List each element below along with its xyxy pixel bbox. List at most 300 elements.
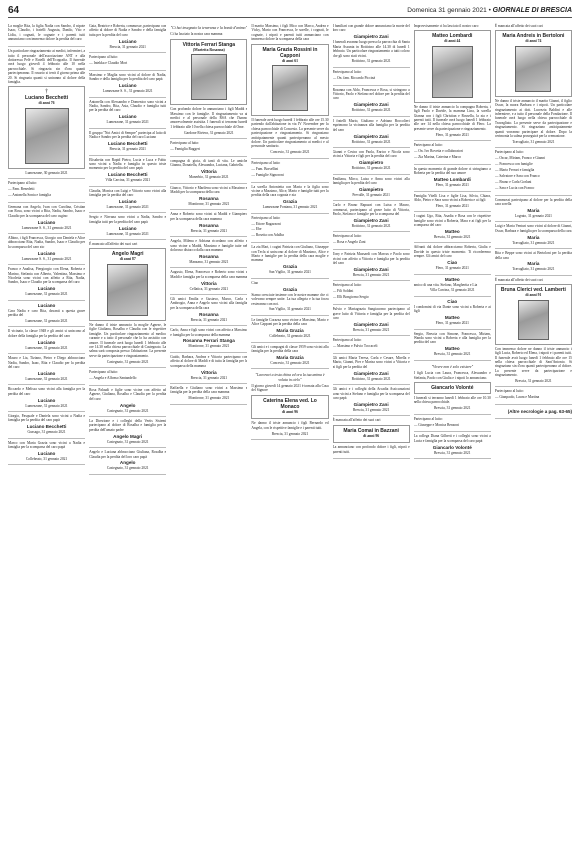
- deceased-name: Giampietro: [359, 160, 384, 166]
- notice-text: Partecipano al lutto:: [494, 389, 524, 394]
- participant-entry: — Angela e Alfonso Santandello: [89, 375, 137, 380]
- notice-text: Improvvisamente ci ha lasciato il nostro caro: [413, 24, 479, 28]
- participant-entry: — Bruno e Carla Gorlani: [494, 179, 532, 184]
- notice-text: Anna e Roberto sono vicini ai Maddi e Giampiero per la scomparsa della cara mamma: [170, 212, 248, 221]
- obituary-notice: [170, 353, 247, 384]
- deceased-age: di anni 87: [119, 257, 136, 262]
- notice-text: Gianco, Vittorio e Marilena sono vicini a Massimo e Maddi per la scomparsa della cara: [170, 185, 248, 195]
- place-date: Montirone, 31 gennaio 2021: [188, 202, 230, 206]
- epitaph-quote: "Vivere non è solo esistere": [431, 364, 474, 369]
- deceased-box: [8, 86, 85, 168]
- obituary-notice: [8, 22, 85, 47]
- deceased-name: Caterina Elena ved. Lo Monaco: [263, 397, 317, 410]
- obituary-notice: [251, 369, 328, 440]
- deceased-name: Bruna Clerici ved. Lamberti: [500, 287, 566, 294]
- place-date: Concesio, 31 gennaio 2021: [270, 150, 310, 155]
- notice-text: Carlo, Anna e figli sono vicini con affetto a Massimo e famiglia per la scomparsa della mamma: [170, 328, 248, 337]
- page-number: 64: [8, 5, 20, 16]
- deceased-name: Luciano Becchetti: [26, 424, 67, 430]
- notice-text: Partecipano al lutto:: [494, 150, 524, 155]
- participant-entry: — Famiglie Signoroni: [251, 172, 284, 177]
- deceased-age: (Marietta Rosanna): [192, 47, 225, 52]
- notice-text: Marco con Maria Grazia sono vicini a Nadia e famiglia per la scomparsa del caro papà: [8, 440, 86, 450]
- obituary-notice: [8, 301, 85, 328]
- notice-text: Siamo cresciute insieme con le nostre mamme che ci volevano sempre unite. La tua allegria e la tua forza resteranno con noi.: [251, 292, 329, 306]
- participant-entry: — Fili Soldini: [332, 289, 354, 294]
- deceased-box: [170, 39, 247, 105]
- obituary-notice: [333, 336, 410, 354]
- deceased-age: di anni 96: [281, 409, 299, 414]
- deceased-name: Giampietro Zani: [353, 321, 389, 327]
- obituary-notice: [333, 86, 410, 117]
- place-date: Travagliato, 31 gennaio 2021: [512, 267, 555, 272]
- deceased-age: di anni 61: [281, 58, 299, 63]
- place-date: Montirone, 31 gennaio 2021: [188, 396, 230, 401]
- deceased-name: Luciano: [37, 370, 56, 376]
- notice-text: Gli amici e i compagni di classe 1959 sono vicini alla famiglia per la perdita della cara: [251, 344, 329, 353]
- notice-text: Gli amici Maria Teresa, Carla e Cesare, Mirella e Mario, Gianni, Pier e Marisa sono vicini a Vittoria e ai figli per la perdita del: [332, 356, 410, 369]
- obituary-notice: [8, 439, 85, 466]
- notice-text: Partecipano al lutto:: [332, 234, 362, 239]
- participant-entry: — Zia Marina, Caterina e Marco: [413, 154, 462, 159]
- obituary-notice: [414, 275, 491, 297]
- notice-text: Il marito Massimo, i figli Mico con Marco, Andrea e Vicky, Mario con Francesca, le sorelle, i cognati, le cognate, i nipoti e parenti tutti annunciano con immenso dolore la scomparsa della cara: [251, 24, 329, 42]
- deceased-name: Luciano: [37, 250, 56, 256]
- place-date: Lumezzane, 31 gennaio 2021: [106, 231, 149, 236]
- column-6: [414, 22, 491, 839]
- place-date: Lumezzane S. S., 31 gennaio 2021: [102, 89, 153, 94]
- obituary-notice: [414, 330, 491, 361]
- obituary-notice: [495, 22, 572, 148]
- notice-text: Famiglia Vitelli Lisa e figlie Lisa, Silvia, Chiara, Aldo, Pietro e Sara sono vicini a Roberta e ai figli: [413, 193, 491, 202]
- deceased-name: Vittoria Ferrari Stanga: [182, 41, 236, 48]
- notice-text: La moglie Rita, la figlia Nadia con Sandro, il nipote Isaac, Claudio, i fratelli Augusta, Danilo, Vito e Lidia, i cognati, le cognate e i parenti tutti annunciano con immenso dolore la perdita del caro: [8, 24, 86, 42]
- deceased-photo: [518, 300, 549, 340]
- deceased-name: Giampietro Zani: [353, 34, 389, 40]
- notice-text: Ne danno il triste annuncio il marito Gianni, il figlio Oscar, la nuora Barbara e i nipoti. Un particolare ringraziamento ai dott. Lucrezia Baldini e alle infermiere, e a tutto il personale della Fondazione. Il funerale avrà luogo nella chiesa parrocchiale di Travagliato. La presente serve da partecipazione e ringraziamento. Si ringraziano anticipatamente quanti vorranno partecipare al dolore. Dopo la cerimonia la salma proseguirà per la cremazione.: [494, 98, 572, 139]
- obituary-notice: [89, 71, 166, 98]
- obituary-notice: [8, 203, 85, 234]
- place-date: Brescia, 31 gennaio 2021: [434, 450, 471, 455]
- notice-text: La annunciano con profondo dolore i figli, nipoti e parenti tutti.: [332, 445, 410, 454]
- obituary-notice: [8, 354, 85, 385]
- deceased-name: Giampietro Zani: [353, 218, 389, 224]
- obituary-notice: [170, 210, 247, 237]
- participant-entry: — Sara e Lucia con Franco: [494, 185, 535, 190]
- deceased-name: Grazia: [282, 286, 298, 292]
- obituary-notice: [89, 22, 166, 53]
- obituary-notice: [333, 416, 410, 459]
- notice-text: Raffaella e Giuliano sono vicini a Massimo e famiglia per la perdita della cara mamma: [170, 385, 248, 395]
- deceased-name: Ciao: [447, 298, 458, 304]
- place-date: Botticino, 31 gennaio 2021: [351, 224, 391, 229]
- place-date: Brescia, 31 gennaio 2021: [109, 147, 146, 152]
- obituary-notice: [333, 201, 410, 232]
- obituary-notice: [414, 361, 491, 415]
- place-date: Villa Carcina, 31 gennaio 2021: [105, 178, 151, 183]
- participant-entry: — Massimo e Fulvio Toccaceli: [332, 344, 378, 349]
- place-date: Travagliato, 31 gennaio 2021: [512, 139, 555, 144]
- obituary-notice: [89, 129, 166, 156]
- page-header: [8, 4, 572, 18]
- notice-text: Angela, Milena e Adriana ricordano con affetto e sono vicine a Maddi, Massimo e famiglie tutte nel doloroso distacco dalla cara mamma: [170, 239, 248, 252]
- place-date: Brescia, 31 gennaio 2021: [434, 406, 471, 411]
- notice-text: Sergio, Brescia con Simone, Francesca, Miriam, Wanda sono vicini a Roberta e alla famiglia per la perdita del caro: [413, 331, 491, 345]
- obituary-notice: [251, 243, 328, 279]
- notice-text: I condomini di via Dante sono vicini a Roberta e ai figli: [413, 304, 491, 314]
- deceased-box: [414, 382, 491, 394]
- deceased-name: Angelo: [119, 460, 136, 466]
- deceased-name: Luciano: [118, 83, 137, 89]
- notice-text: Cara Nadia e caro Rita, davanti a questa grave perdita del: [8, 308, 86, 318]
- deceased-name: Matteo: [444, 315, 460, 321]
- place-date: Collebeato, 31 gennaio 2021: [25, 457, 68, 461]
- place-date: Lumezzane, 31 gennaio 2021: [25, 403, 68, 408]
- notice-text: Fulvio e Mariagrazia Sangiacomo partecipano al grave lutto di Vittoria e famiglia per la perdita del caro: [332, 307, 410, 320]
- participant-entry: — On. fam. Riccardo Piccinà: [332, 75, 376, 80]
- participant-entry: — Fam. Benedetti: [8, 187, 35, 192]
- obituary-notice: [495, 387, 572, 405]
- obituary-notice: [89, 213, 166, 240]
- place-date: Manzano, 31 gennaio 2021: [189, 259, 229, 264]
- notice-text: Il giorno giovedì 14 gennaio 2021 è tornata alla Casa del Signore: [251, 384, 329, 393]
- obituary-notice: [89, 187, 166, 214]
- notice-text: Massimo e Maglia sono vicini al dolore di Nadia, Sandro e della famiglia per la perdita del caro papà: [89, 72, 167, 82]
- deceased-name: Maria Grazia Rossini in Capponi: [262, 46, 318, 59]
- notice-text: In questo momento di grande dolore ci stringiamo a Roberta per la perdita del suo amore: [413, 166, 491, 176]
- notice-text: Partecipano al lutto:: [89, 55, 119, 60]
- column-1: [8, 22, 85, 839]
- place-date: Brescia, 31 gennaio 2021: [190, 317, 228, 322]
- place-date: Botticino, 31 gennaio 2021: [351, 166, 391, 171]
- obituary-notice: [89, 448, 166, 475]
- notice-text: Germana con Angelo, Ivan con Carolina, Cristian con Rosa, sono vicini a Rita, Nadia, Sandro, Isaac e Claudio per la scomparsa del caro cugino: [8, 204, 86, 218]
- participant-entry: — Salvatore e Sara con Franco: [494, 174, 540, 178]
- notice-text: Elisabetta con Rapid Pietro, Lucia e Luca e Fabio sono vicini a Nadia e famiglia in questo triste momento per la perdita del caro papà: [89, 157, 167, 171]
- notice-text: Le famiglie Corazza sono vicine a Massimo, Mario e Alice Capponi per la perdita della cara: [251, 317, 329, 327]
- obituary-notice: [333, 175, 410, 202]
- deceased-name: Giampietro Zani: [353, 370, 389, 376]
- deceased-name: Angelo Magri: [111, 251, 144, 258]
- deceased-age: di anni 91: [525, 293, 542, 298]
- deceased-name: Luciano: [118, 114, 137, 120]
- deceased-box: [333, 425, 410, 443]
- deceased-name: Matteo: [444, 276, 460, 282]
- obituary-notice: [8, 47, 85, 179]
- obituary-notice: [170, 22, 247, 139]
- place-date: Flero, 31 gennaio 2021: [435, 183, 469, 188]
- deceased-name: Luciano Becchetti: [25, 95, 69, 102]
- notice-text: Gli amici Emilia e Gustavo, Marco, Carla e Ambrogio, Anna e Angelo sono vicini alla famiglia per la scomparsa della cara: [170, 296, 248, 310]
- deceased-photo: [107, 264, 148, 316]
- notice-text: I funerali avranno luogo presso la parrocchia di Santa Maria Assunta in Botticino alle 14.30 di lunedì 1 febbraio. Un particolare ringraziamento a tutti coloro che gli sono stati vicini.: [332, 40, 410, 58]
- notice-text: È mancata all'affetto dei suoi cari: [494, 24, 543, 28]
- participant-entry: — On. Ivo Rovetta e collaboratori: [413, 149, 464, 154]
- obituary-notice: [8, 179, 85, 203]
- notice-text: La collega Diana Gilberti e i colleghi sono vicini a Lucia e famiglia per la scomparsa del caro papà: [413, 434, 491, 443]
- epitaph-quote: "Ci hai insegnato la tenerezza e la bontà d'animo": [170, 26, 248, 30]
- place-date: Collebeato, 31 gennaio 2021: [269, 334, 311, 339]
- notice-text: Ne danno il triste annuncio la compagna Roberta, i figli Paolo e Davide, la mamma Lina, la sorella Gianna con i figli Christian e Rossella, la zia e i parenti tutti. Il funerale avrà luogo lunedì 1 febbraio alle ore 14 nella chiesa parrocchiale di Flero. La presente serve da partecipazione e ringraziamento.: [413, 104, 491, 131]
- obituary-notice: [414, 192, 491, 213]
- obituary-notice: [89, 156, 166, 187]
- obituary-notice: [251, 343, 328, 370]
- participant-entry: — Rosa e Angelo Zani: [332, 240, 366, 245]
- obituary-notice: [333, 22, 410, 68]
- notice-text: Guido, Barbara, Andrea e Vittorio partecipano con affetto al dolore di Maddi e di tutta la famiglia per la scomparsa della mamma: [170, 354, 248, 368]
- column-2: [89, 22, 166, 839]
- place-date: Castegnato, 31 gennaio 2021: [106, 466, 149, 471]
- deceased-name: Rosanna Ferrari Stanga: [182, 338, 235, 344]
- place-date: Lumezzane S. S., 31 gennaio 2021: [21, 225, 72, 230]
- deceased-age: di anni 96: [363, 433, 380, 438]
- notice-text: compagna di gioia, di tanti di vita. Le amiche Gianna, Donatella, Alessandra, Luciana, Gabriella.: [170, 158, 248, 168]
- deceased-name: Matteo Lombardi: [432, 33, 473, 40]
- notice-text: Partecipano al lutto:: [251, 215, 281, 220]
- participant-entry: — Giuseppe e Monica Benzoni: [413, 422, 460, 427]
- deceased-box: [251, 44, 328, 116]
- deceased-photo: [191, 54, 227, 100]
- participant-entry: — Famiglia Ruggeri: [170, 147, 201, 152]
- place-date: Flero, 31 gennaio 2021: [435, 321, 469, 326]
- header-dateline: Domenica 31 gennaio 2021 • GIORNALE DI BRESCIA: [407, 7, 572, 14]
- deceased-name: Angelo: [119, 402, 136, 408]
- deceased-age: di anni 44: [444, 39, 461, 44]
- deceased-box: [89, 248, 166, 320]
- notice-text: Mauro e Lia, Tiziano, Pietro e Diego abbracciano Nadia, Sandro, Isaac, Rita e Claudio per la perdita del caro: [8, 356, 86, 369]
- obituary-notice: [495, 148, 572, 195]
- obituary-notice: [495, 222, 572, 249]
- deceased-box: [495, 30, 572, 96]
- place-date: Botticino, 31 gennaio 2021: [351, 108, 391, 113]
- deceased-name: Giampietro Zani: [353, 102, 389, 108]
- place-date: Lograto, 31 gennaio 2021: [514, 214, 552, 219]
- notice-text: Gianni e Cesira con Paola, Enrico e Nicola sono vicini a Vittoria e figli per la perdita del caro: [332, 149, 410, 159]
- notice-text: Rita e Beppe sono vicini ai Bertoloni per la perdita della cara: [494, 251, 572, 260]
- place-date: Brescia, 31 gennaio 2021: [271, 431, 309, 436]
- obituary-notice: [333, 148, 410, 175]
- participant-entry: — Antonella Sonia e famiglia: [8, 193, 51, 197]
- deceased-name: Maria: [527, 261, 540, 267]
- obituary-notice: [495, 405, 572, 418]
- deceased-name: Luciano Becchetti: [107, 172, 148, 178]
- obituary-notice: [333, 354, 410, 385]
- place-date: Brescia, 31 gennaio 2021: [352, 407, 390, 412]
- notice-text: Affranti dal dolore abbracciamo Roberta, Giulia e Davide in questo triste momento. Ti ricorderemo sempre. Gli amici del caro: [413, 245, 491, 259]
- deceased-name: Luciano: [37, 339, 56, 345]
- place-date: Prevalle, 31 gennaio 2021: [352, 192, 390, 197]
- notice-text: Luigi e Maria Venturi sono vicini al dolore di Gianni, Oscar, Barbara e famiglia per la scomparsa della cara: [494, 224, 572, 233]
- participant-entry: — Ebe: [251, 227, 262, 232]
- deceased-box: [414, 30, 491, 102]
- participant-entry: — Ettore Ragazzoni: [251, 221, 281, 226]
- column-4: [251, 22, 328, 839]
- place-date: Travagliato, 31 gennaio 2021: [512, 240, 555, 245]
- place-date: Botticino, 31 gennaio 2021: [351, 376, 391, 381]
- obituary-notice: [251, 316, 328, 343]
- obituary-notice: [414, 22, 491, 141]
- deceased-name: Giancarlo Volonté: [431, 384, 474, 391]
- notice-text: Augusto, Elena, Francesco e Roberto sono vicini a Maddi e famiglia per la scomparsa della cara mamma: [170, 270, 248, 279]
- obituary-notice: [170, 157, 247, 184]
- place-date: Flero, 31 gennaio 2021: [435, 132, 469, 137]
- deceased-name: Giampietro Zani: [353, 267, 389, 272]
- participant-entry: — Rosetta con Adalba: [251, 233, 284, 238]
- deceased-name: Matteo: [444, 229, 460, 235]
- obituary-notice: [89, 240, 166, 368]
- notice-text: Commossi partecipano al dolore per la perdita della cara sorella: [494, 197, 572, 207]
- obituary-notice: [333, 117, 410, 148]
- obituary-notice: [251, 159, 328, 183]
- notice-text: amico di una vita. Stefano, Margherita e Lia: [413, 282, 478, 287]
- deceased-box: [251, 395, 328, 419]
- obituary-notice: [251, 183, 328, 214]
- notice-text: La zia Mari, i cugini Patrizia con Giuliano, Giuseppe con Tecla si uniscono al dolore di Massimo, Alice e Mario e famiglie per la perdita della cara moglie e mamma: [251, 245, 329, 263]
- place-date: Flero, 31 gennaio 2021: [435, 266, 469, 271]
- deceased-name: Maria Comai in Bazzani: [343, 427, 399, 434]
- deceased-name: Luciano: [118, 198, 137, 204]
- place-date: Lumezzane S. S., 31 gennaio 2021: [21, 256, 72, 261]
- cross-icon: †: [45, 89, 49, 96]
- place-date: Gussago, 31 gennaio 2021: [27, 430, 66, 435]
- obituary-notice: [251, 279, 328, 316]
- deceased-photo: [515, 46, 551, 92]
- place-date: Brescia, 31 gennaio 2021: [109, 44, 146, 49]
- participant-entry: — Fam. Borsellini: [251, 166, 279, 171]
- deceased-name: Vittoria: [200, 169, 217, 175]
- obituary-notice: [495, 276, 572, 388]
- notice-text: Ne danno il triste annuncio la moglie Agnese, le figlie Giuliana, Rosalba e Claudia con le rispettive famiglie. Un particolare ringraziamento al medico curante e a tutto il personale che lo ha assistito con amore. Il funerale avrà luogo lunedì 1 febbraio alle ore 14.30 nella chiesa parrocchiale di Castegnato. La salma sarà composta presso l'abitazione. La presente serve da partecipazione e ringraziamento.: [89, 322, 167, 358]
- deceased-age: di anni 76: [38, 101, 55, 106]
- place-date: Brescia, 31 gennaio 2021: [190, 228, 228, 233]
- obituary-notice: [414, 165, 491, 192]
- deceased-name: Giampietro Zani: [353, 401, 389, 407]
- obituary-notice: [333, 250, 410, 281]
- obituary-notice: [414, 141, 491, 165]
- obituary-notice: [251, 22, 328, 159]
- notice-text: La Direzione e i colleghi della Vertis Sistemi partecipano al dolore di Rosalba e famiglia per la perdita dell'amato padre: [89, 418, 167, 432]
- obituary-notice: [333, 232, 410, 250]
- place-date: Cellatica, 31 gennaio 2021: [189, 286, 229, 291]
- newspaper-name: GIORNALE DI BRESCIA: [492, 7, 572, 14]
- deceased-name: Maria: [527, 208, 540, 214]
- deceased-name: Luciano: [37, 451, 56, 456]
- obituary-notice: [414, 297, 491, 330]
- place-date: San Vigilio, 31 gennaio 2021: [269, 270, 311, 275]
- participant-entry: — Intekka e Claudio Mori: [89, 61, 128, 66]
- deceased-name: Luciano: [118, 38, 137, 44]
- deceased-name: Giancarlo Volonté: [432, 444, 472, 450]
- place-date: Concesio, 31 gennaio 2021: [270, 360, 310, 365]
- participant-entry: — Gianpaolo, Laura e Martina: [494, 395, 540, 400]
- obituary-notice: [170, 184, 247, 211]
- place-date: Brescia, 31 gennaio 2021: [352, 327, 390, 332]
- obituary-notice: [414, 415, 491, 433]
- deceased-name: Giampietro Zani: [353, 133, 389, 139]
- notice-text: È mancata all'affetto dei suoi cari: [494, 277, 543, 282]
- obituary-notice: [8, 265, 85, 301]
- place-date: San Vigilio, 31 gennaio 2021: [269, 307, 311, 312]
- deceased-name: Luciano: [37, 219, 56, 225]
- obituary-notice: [89, 386, 166, 417]
- notice-text: Ciao: [251, 280, 259, 285]
- notice-text: Franco e Analisa, Piergiorgio con Elena, Roberta e Marino, Stefania con Alberto, Valentina, Massimo e Nicoletta sono vicini con affetto a Rita, Nadia, Sandro, Isaac e Claudio per la scomparsa del caro: [8, 267, 86, 285]
- place-date: Manerbio, 31 gennaio 2021: [188, 175, 229, 180]
- notice-text: Giorgio, Pasquale e Daniela sono vicini a Nadia e famiglia per la perdita del caro papà: [8, 413, 86, 423]
- place-date: Castegnato, 31 gennaio 2021: [106, 439, 149, 444]
- deceased-name: Rosanna: [199, 222, 219, 228]
- obituary-notice: [89, 417, 166, 448]
- notice-text: I cugini Ugo, Rita, Asadia e Rosa con le rispettive famiglie sono vicini a Roberta, Mara e ai figli per la scomparsa del caro: [413, 214, 491, 228]
- deceased-name: Luciano: [37, 302, 56, 308]
- notice-text: Il gruppo "Noi Amici di Sempre" partecipa al lutto di Nadia e Sandro per la perdita del caro Luciano: [89, 130, 167, 140]
- deceased-name: Rosanna: [199, 253, 219, 259]
- deceased-photo: [25, 108, 69, 164]
- obituary-notice: [333, 305, 410, 336]
- notice-text: Tony e Patrizia Mussardi con Marcus e Paolo sono vicini con affetto a Vittoria e famiglia per la perdita del caro: [332, 252, 410, 266]
- deceased-name: Grazia: [282, 199, 298, 205]
- notice-text: Partecipano al lutto:: [413, 143, 443, 148]
- notice-text: Ne danno il triste annuncio i figli Bernardo ed Angela, con le rispettive famiglie e i parenti tutti.: [251, 421, 329, 430]
- notice-text: Partecipano al lutto:: [413, 416, 443, 421]
- obituary-notice: [89, 53, 166, 71]
- place-date: Brescia, 31 gennaio 2021: [515, 379, 552, 384]
- column-5: [333, 22, 410, 839]
- notice-text: Carlo e Bruno Rapuzzi con Luisa e Mauro, commossi, partecipano al grave lutto di Vittoria, Paolo, Stefano e famiglie per la scomparsa del: [332, 203, 410, 217]
- place-date: Botticino, 31 gennaio 2021: [351, 139, 391, 144]
- deceased-name: Luciano: [118, 225, 137, 231]
- deceased-name: Maria: [527, 234, 540, 240]
- deceased-name: Ciao: [447, 260, 458, 266]
- deceased-name: Angelo Magri: [113, 433, 143, 439]
- issue-date: Domenica 31 gennaio 2021: [407, 7, 487, 14]
- notice-text: Partecipano al lutto:: [8, 181, 37, 186]
- notice-text: I fratelli Mario, Giuliano e Adriano Boccolieri esprimono la vicinanza alla famiglia per la perdita del caro: [332, 118, 410, 132]
- obituary-notice: [170, 326, 247, 353]
- obituary-notice: [333, 68, 410, 86]
- notice-text: I familiari con grande dolore annunciano la morte del loro caro: [332, 24, 410, 33]
- notice-text: Angelo e Luciana abbracciano Giuliana, Rosalba e Claudia per la perdita del loro caro papà: [89, 450, 167, 459]
- place-date: Brescia, 31 gennaio 2021: [352, 273, 390, 277]
- deceased-name: Vittoria: [200, 369, 217, 375]
- obituary-notice: [170, 384, 247, 405]
- notice-text: I figli Lucia con Laura, Francesca, Alessandro e Stefania, Paolo con Giulia e i nipoti lo annunciano.: [413, 371, 491, 380]
- epitaph-quote: "Lavoravi a testa china ed ora la tua anima è volata in cielo": [255, 373, 325, 382]
- obituaries-page: [8, 22, 572, 839]
- place-date: Brescia, 31 gennaio 2021: [434, 352, 471, 357]
- obituary-notice: [8, 412, 85, 439]
- deceased-name: Giampietro: [359, 186, 384, 192]
- notice-text: Partecipano al lutto:: [89, 370, 119, 375]
- deceased-name: Rosanna: [199, 311, 219, 317]
- notice-text: Un particolare ringraziamento ai medici, infermieri, a tutto il personale dell'associazione ANT e alla dottoressa Pelè e Rotelli dell'Ecografia. Il funerale avrà luogo giovedì 4 febbraio alle 10 nella parrocchiale. Si ringrazia sin d'ora quanti parteciperanno. Il rosario si terrà il giorno prima alle 20. Si ringrazia quanti si uniranno al dolore della famiglia.: [8, 49, 86, 84]
- participant-entry: — Oscar, Miriam, Franco e Gianni: [494, 156, 546, 161]
- notice-text: La sorella Antonietta con Maria e la figlia sono vicine a Massimo, Alice, Mario e famiglie tutti per la perdita della cara cognata e zia: [251, 184, 329, 198]
- obituary-notice: [333, 385, 410, 416]
- deceased-box: [495, 284, 572, 344]
- notice-text: Rosanna con Aldo, Francesca e Rosa, si stringono a Vittorio, Paolo e Stefano nel dolore per la perdita del caro: [332, 87, 410, 101]
- notice-text: È mancato all'affetto dei suoi cari: [89, 242, 138, 247]
- place-date: Brescia, 31 gennaio 2021: [434, 235, 471, 240]
- notice-text: Il vicinato, la classe 1948 e gli amici si uniscono al dolore della famiglia per la perdita del caro: [8, 329, 86, 338]
- column-7: [495, 22, 572, 839]
- deceased-name: Matteo: [444, 346, 460, 352]
- obituary-notice: [414, 243, 491, 274]
- place-date: Lumezzane Fontana, 31 gennaio 2021: [262, 205, 318, 210]
- place-date: Lumezzane, 31 gennaio 2021: [25, 319, 68, 323]
- participant-entry: — Francesca con famiglie: [494, 162, 533, 167]
- notice-text: Il funerale avrà luogo lunedì 1 febbraio alle ore 15.30 partendo dall'abitazione in via IV Novembre per la chiesa parrocchiale di Concesio. La presente serve da partecipazione e ringraziamento. Si ringraziano anticipatamente quanti parteciperanno al mesto dolore. Un particolare ringraziamento ai medici e al personale sanitario.: [251, 118, 329, 149]
